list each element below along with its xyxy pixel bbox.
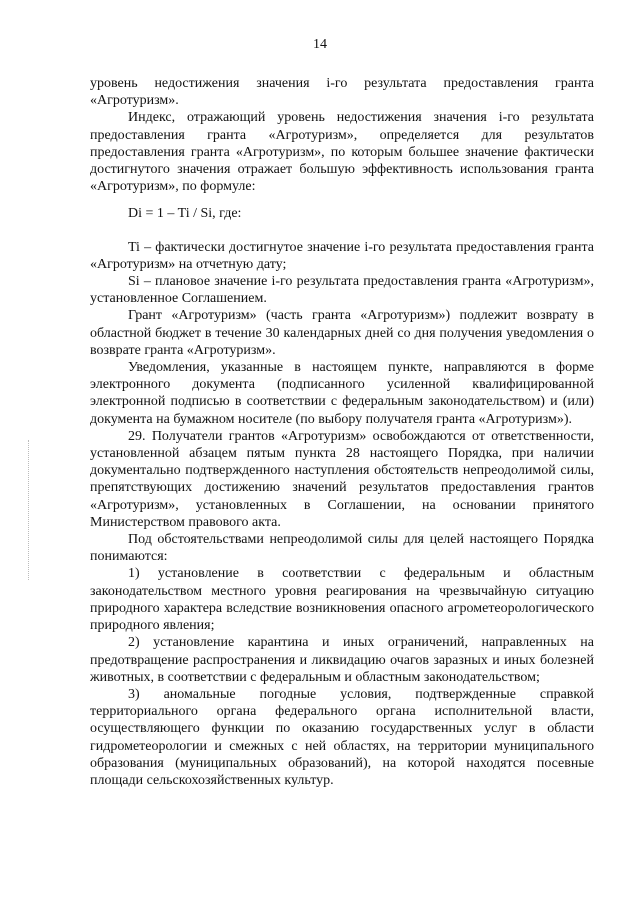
document-body — [90, 75, 594, 789]
paragraph-notifications: Уведомления, указанные в настоящем пункте, направляются в форме электронного документа (подписанного усиленной квалифицированной электронной подписью в соответствии с федеральным законодательством) и (или) документа на бумажном носителе (по выбору получателя гранта «Агротуризм»). — [90, 360, 594, 427]
paragraph-clause-29: 29. Получатели грантов «Агротуризм» освобождаются от ответственности, установленной абзацем пятым пункта 28 настоящего Порядка, при наличии документально подтвержденного наступления обстоятельств непреодолимой силы, препятствующих достижению значений результатов предоставления грантов «Агротуризм», установленных в Соглашении, на основании принятого Министерством правового акта. — [90, 428, 594, 530]
paragraph-grant-return: Грант «Агротуризм» (часть гранта «Агротуризм») подлежит возврату в областной бюджет в течение 30 календарных дней со дня получения уведомления о возврате гранта «Агротуризм». — [90, 308, 594, 358]
paragraph-index-definition: Индекс, отражающий уровень недостижения значения i-го результата предоставления гранта «Агротуризм», определяется для результатов предоставления гранта «Агротуризм», по которым большее значение фактически достигнутого значения отражает большую эффективность использования гранта «Агротуризм», по формуле: — [90, 110, 594, 195]
paragraph-force-majeure-intro: Под обстоятельствами непреодолимой силы для целей настоящего Порядка понимаются: — [90, 532, 594, 565]
formula: Di = 1 – Ti / Si, где: — [128, 206, 242, 222]
list-item-3: 3) аномальные погодные условия, подтвержденные справкой территориального органа федерального органа исполнительной власти, осуществляющего функции по оказанию государственных услуг в области гидрометеорологии и смежных с ней областях, на территории муниципального образования (муниципальных образований), на которой находятся посевные площади сельскохозяйственных культур. — [90, 686, 594, 788]
paragraph-ti-definition: Ti – фактически достигнутое значение i-го результата предоставления гранта «Агротуризм» на отчетную дату; — [90, 239, 594, 272]
paragraph-si-definition: Si – плановое значение i-го результата предоставления гранта «Агротуризм», установленное Соглашением. — [90, 274, 594, 307]
list-item-2: 2) установление карантина и иных ограничений, направленных на предотвращение распространения и ликвидацию очагов заразных и иных болезней животных, в соответствии с федеральным и областным законодательством; — [90, 635, 594, 685]
paragraph-continuation: уровень недостижения значения i-го результата предоставления гранта «Агротуризм». — [90, 76, 594, 109]
margin-mark — [28, 440, 30, 580]
list-item-1: 1) установление в соответствии с федеральным и областным законодательством местного уровня реагирования на чрезвычайную ситуацию природного характера вследствие возникновения опасного агрометеорологического природного явления; — [90, 566, 594, 634]
page-number: 14 — [313, 37, 327, 52]
